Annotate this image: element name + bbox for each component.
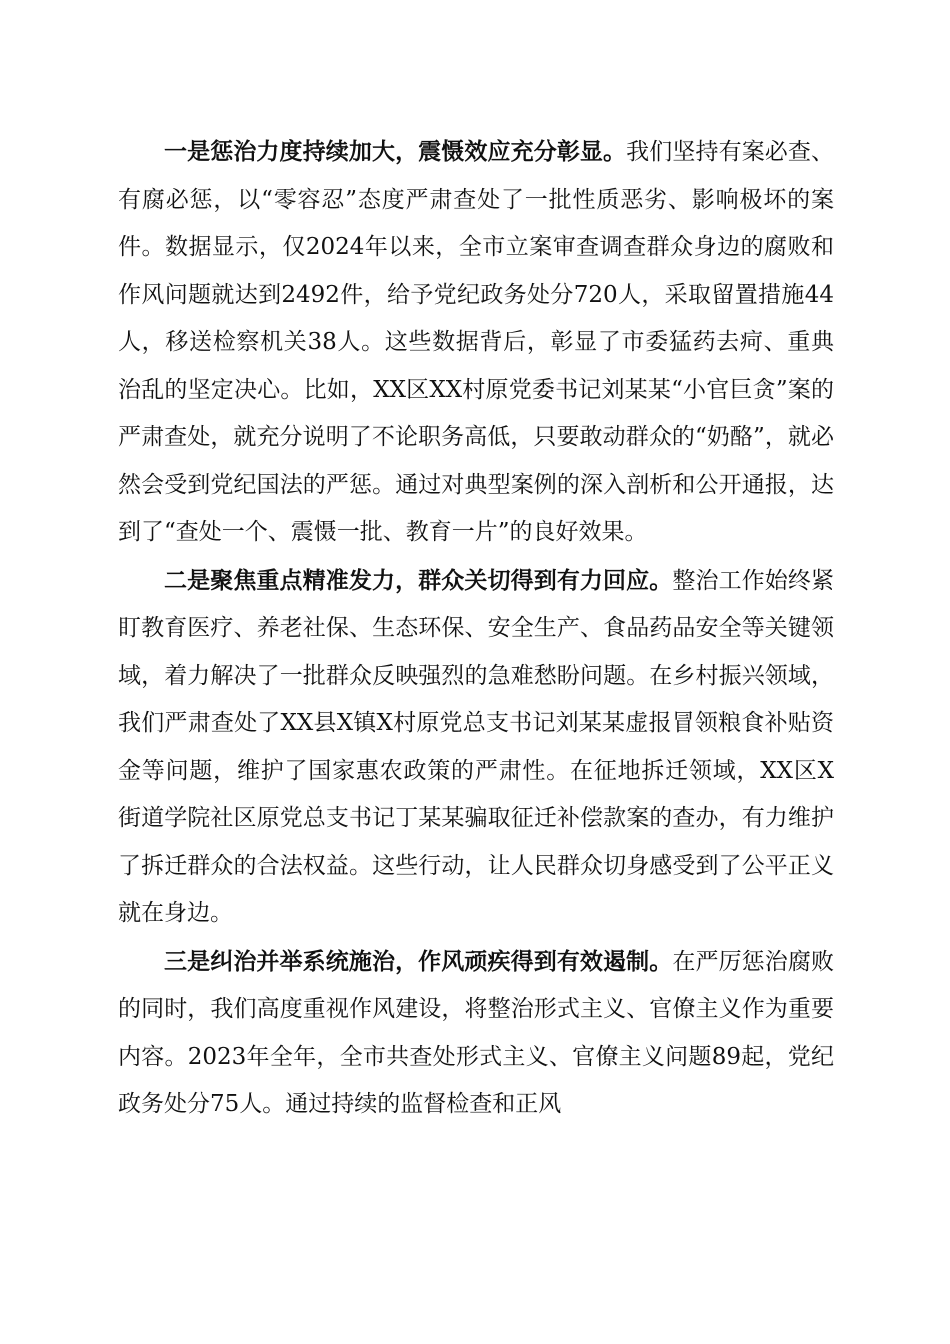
paragraph-3 — [118, 938, 834, 1129]
paragraph-1 — [118, 128, 834, 557]
paragraph-2-body: 整治工作始终紧盯教育医疗、养老社保、生态环保、安全生产、食品药品安全等关键领域，着力解决了一批群众反映强烈的急难愁盼问题。在乡村振兴领域，我们严肃查处了XX县X镇X村原党总支书记刘某某虚报冒领粮食补贴资金等问题，维护了国家惠农政策的严肃性。在征地拆迁领域，XX区X街道学院社区原党总支书记丁某某骗取征迁补偿款案的查办，有力维护了拆迁群众的合法权益。这些行动，让人民群众切身感受到了公平正义就在身边。 — [118, 567, 835, 926]
paragraph-3-body: 在严厉惩治腐败的同时，我们高度重视作风建设，将整治形式主义、官僚主义作为重要内容。2023年全年，全市共查处形式主义、官僚主义问题89起，党纪政务处分75人。通过持续的监督检查和正风 — [118, 948, 835, 1117]
paragraph-2 — [118, 557, 834, 938]
document-body — [118, 128, 834, 1129]
paragraph-1-lead: 一是惩治力度持续加大，震慑效应充分彰显。 — [164, 138, 627, 165]
paragraph-1-body: 我们坚持有案必查、有腐必惩，以“零容忍”态度严肃查处了一批性质恶劣、影响极坏的案件。数据显示，仅2024年以来，全市立案审查调查群众身边的腐败和作风问题就达到2492件，给予党纪政务处分720人，采取留置措施44人，移送检察机关38人。这些数据背后，彰显了市委猛药去疴、重典治乱的坚定决心。比如，XX区XX村原党委书记刘某某“小官巨贪”案的严肃查处，就充分说明了不论职务高低，只要敢动群众的“奶酪”，就必然会受到党纪国法的严惩。通过对典型案例的深入剖析和公开通报，达到了“查处一个、震慑一批、教育一片”的良好效果。 — [118, 139, 835, 545]
paragraph-3-lead: 三是纠治并举系统施治，作风顽疾得到有效遏制。 — [164, 947, 673, 975]
paragraph-2-lead: 二是聚焦重点精准发力，群众关切得到有力回应。 — [164, 566, 673, 594]
